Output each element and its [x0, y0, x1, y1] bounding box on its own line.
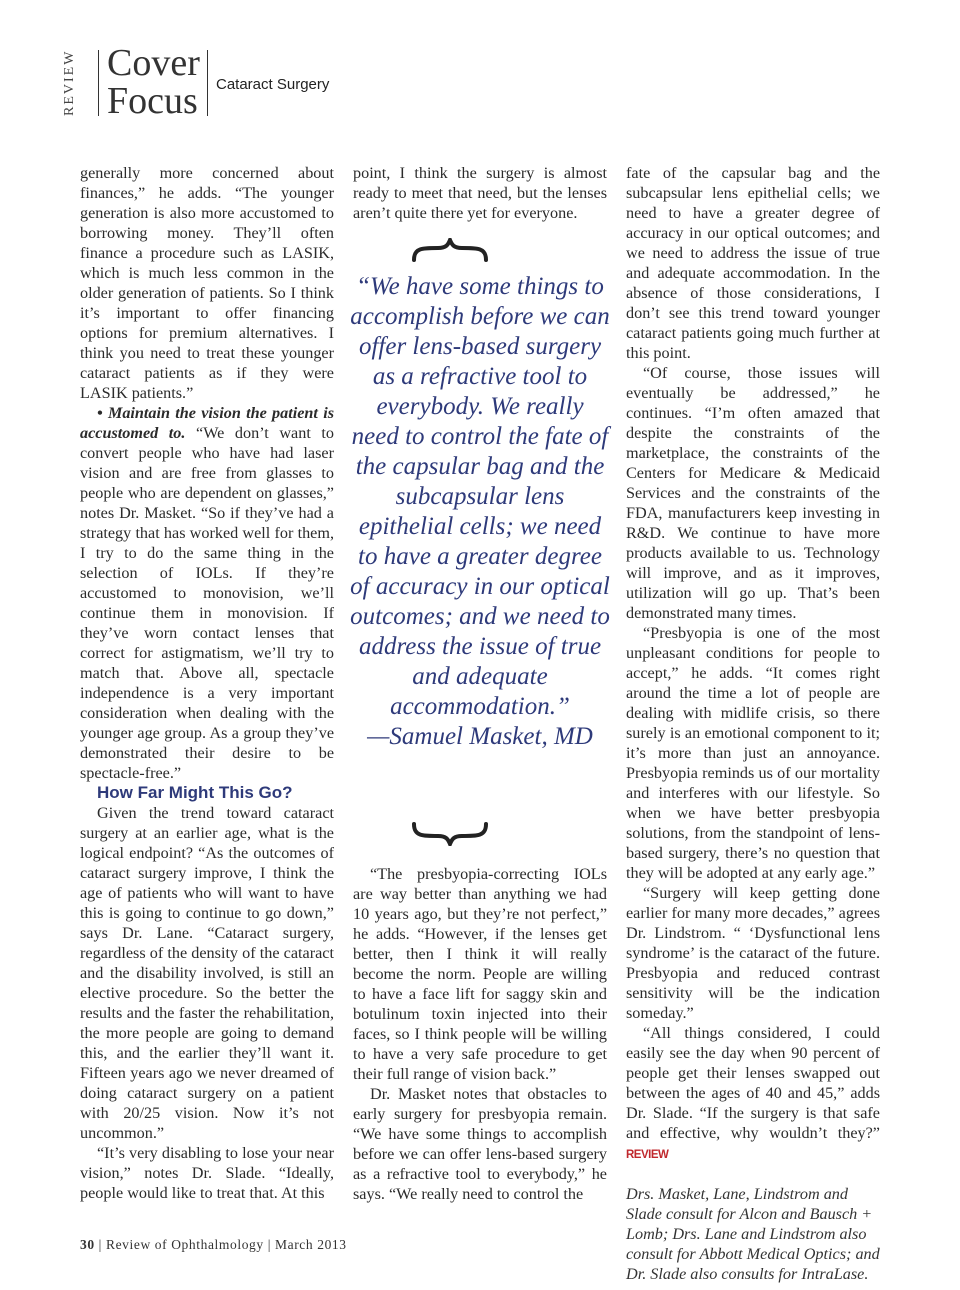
article-column-3 [626, 163, 880, 1284]
paragraph: “The presbyopia-correcting IOLs are way better than anything we had 10 years ago, but they’re not perfect,” he adds. “However, if the lenses get better, then I think it will really become the norm. People are willing to have a face lift for saggy skin and botulinum toxin injected into their faces, so I think people will be willing to have a very safe procedure to get their full range of vision back.” [353, 865, 607, 1083]
paragraph: “Of course, those issues will eventually be addressed,” he continues. “I’m often amazed that despite the constraints of the marketplace, the constraints of the Centers for Medicare & Medicaid Services and the constraints of the FDA, manufacturers keep investing in R&D. We continue to have more products available to us. Technology will improve, and as it improves, utilization will go up. That’s been demonstrated many times. [626, 364, 880, 622]
article-column-2-bottom [353, 864, 607, 1204]
pullquote-brace-top-icon [410, 238, 490, 262]
end-of-article-tag: REVIEW [626, 1149, 669, 1161]
paragraph [626, 1023, 880, 1165]
footer-separator: | [263, 1237, 276, 1252]
paragraph: “Surgery will keep getting done earlier for many more decades,” agrees Dr. Lindstrom. “ ‘Dysfunctional lens syndrome’ is the cataract of the future. Presbyopia and reduced contrast sensitivity will be the indication someday.” [626, 884, 880, 1022]
bullet-lead: • Maintain the vision the patient is accustomed to. [80, 404, 334, 442]
issue-date: March 2013 [275, 1237, 347, 1252]
pullquote-brace-bottom-icon [410, 822, 490, 846]
header-divider-left [98, 50, 99, 116]
pull-quote-text: “We have some things to accomplish before we can offer lens-based surgery as a refractive tool to everybody. We really need to control the fate of the capsular bag and the subcapsular lens epithelial cells; we need to have a greater degree of accuracy in our optical outcomes; and we need to address the issue of true and adequate accommodation.” [350, 273, 610, 720]
article-column-2-top [353, 163, 607, 223]
pull-quote-attribution: —Samuel Masket, MD [367, 723, 593, 750]
header-review-label: REVIEW [62, 49, 77, 116]
paragraph-body: “We don’t want to convert people who have had laser vision and are free from glasses to people who are dependent on glasses,” notes Dr. Masket. “So if they’ve had a strategy that has worked well for them, I try to do the same thing in the selection of IOLs. If they’re accustomed to monovision, we’ll continue them in monovision. If they’ve worn contact lenses that correct for astigmatism, we’ll try to match that. Above all, spectacle independence is a very important consideration when dealing with the younger age group. As a group they’ve demonstrated their desire to be spectacle-free.” [80, 424, 334, 782]
header-divider-right [207, 50, 208, 116]
paragraph: point, I think the surgery is almost ready to meet that need, but the lenses aren’t quite there yet for everyone. [353, 164, 607, 222]
header-cover: Cover [107, 42, 200, 84]
page-footer [80, 1237, 347, 1253]
paragraph [80, 403, 334, 783]
page-number: 30 [80, 1237, 95, 1252]
paragraph: generally more concerned about finances,” he adds. “The younger generation is also more accustomed to borrowing money. They’ll often finance a procedure such as LASIK, which is much less common in the older generation of patients. So I think it’s important to offer financing options for premium alternatives. I think you need to treat these younger cataract patients as if they were LASIK patients.” [80, 164, 334, 402]
publication-name: Review of Ophthalmology [105, 1237, 264, 1252]
disclosure: Drs. Masket, Lane, Lindstrom and Slade consult for Alcon and Bausch + Lomb; Drs. Lane and Lindstrom also consult for Abbott Medical Optics; and Dr. Slade also consults for IntraLase. [626, 1185, 880, 1283]
section-title: Cataract Surgery [216, 76, 330, 93]
paragraph: fate of the capsular bag and the subcapsular lens epithelial cells; we need to have a greater degree of accuracy in our optical outcomes; and we need to address the issue of true and adequate accommodation. In the absence of those considerations, I don’t see this trend toward younger cataract patients going much further at this point. [626, 164, 880, 362]
footer-separator: | [94, 1237, 106, 1252]
paragraph-body: “All things considered, I could easily see the day when 90 percent of people get their lenses swapped out between the ages of 40 and 45,” adds Dr. Slade. “If the surgery is that safe and effective, why wouldn’t they?” [626, 1024, 880, 1142]
paragraph: Dr. Masket notes that obstacles to early surgery for presbyopia remain. “We have some things to accomplish before we can offer lens-based surgery as a refractive tool to everybody,” he says. “We really need to control the [353, 1085, 607, 1203]
pull-quote [350, 272, 610, 752]
header-focus: Focus [107, 80, 198, 122]
paragraph: Given the trend toward cataract surgery at an earlier age, what is the logical endpoint? “As the outcomes of cataract surgery improve, I think the age of patients who will want to have this is going to continue to go down,” says Dr. Lane. “Cataract surgery, regardless of the density of the cataract and the disability involved, is still an elective procedure. So the better the results and the faster the rehabilitation, the more people are going to demand this, and the earlier they’ll want it. Fifteen years ago we never dreamed of doing cataract surgery on a patient with 20/25 vision. Now it’s not uncommon.” [80, 804, 334, 1142]
paragraph: “It’s very disabling to lose your near vision,” notes Dr. Slade. “Ideally, people would like to treat that. At this [80, 1144, 334, 1202]
paragraph: “Presbyopia is one of the most unpleasant conditions for people to accept,” he adds. “It comes right around the time a lot of people are dealing with midlife crisis, so there surely is an emotional component to it; it’s more than just an annoyance. Presbyopia reminds us of our mortality and interferes with our lifestyle. So when we have better presbyopia solutions, from the standpoint of lens-based surgery, there’s no question that they will be adopted at any early age.” [626, 624, 880, 882]
article-column-1 [80, 163, 334, 1203]
subheading: How Far Might This Go? [97, 783, 293, 802]
